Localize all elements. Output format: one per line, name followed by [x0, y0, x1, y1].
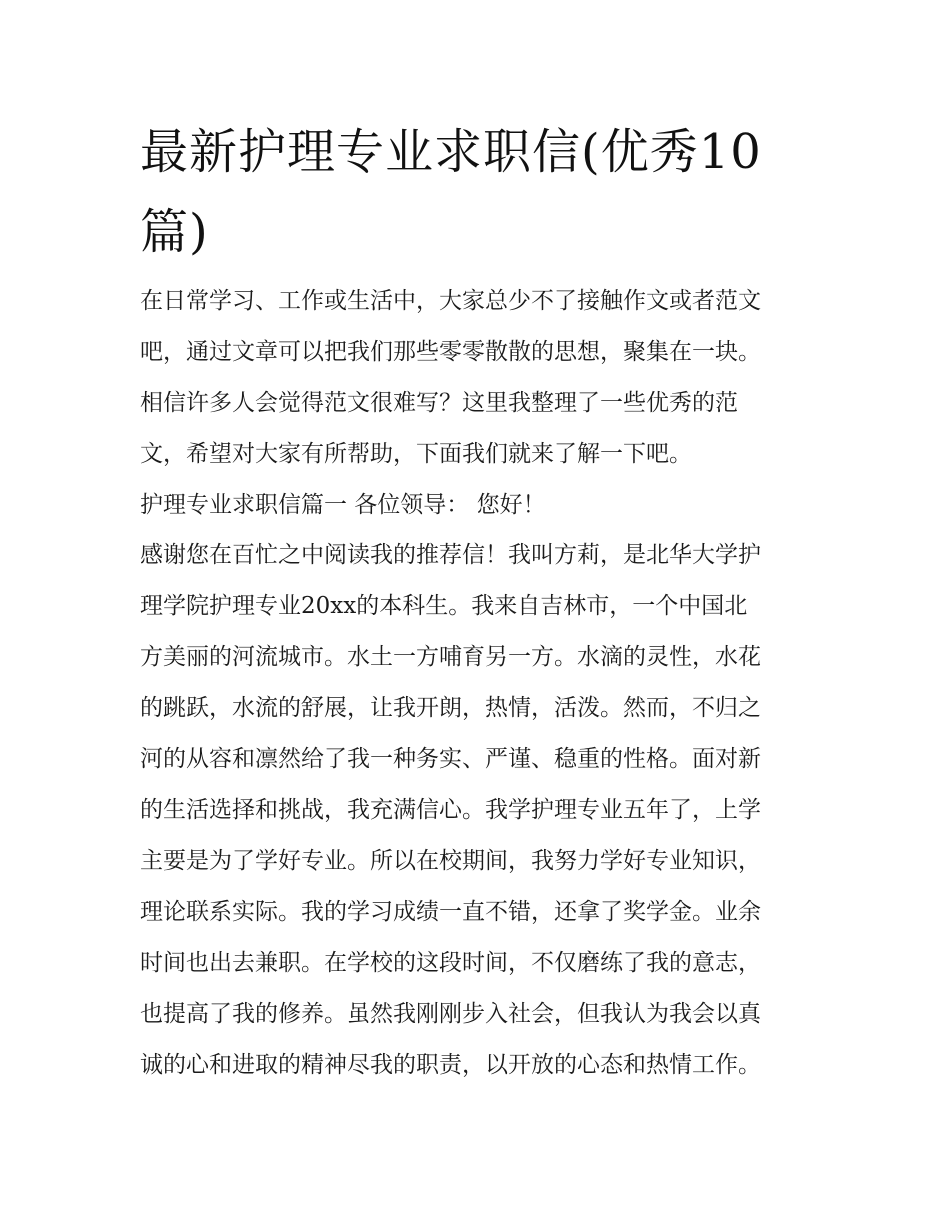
letter-line: 诚的心和进取的精神尽我的职责，以开放的心态和热情工作。 — [140, 1052, 761, 1078]
letter-line: 理论联系实际。我的学习成绩一直不错，还拿了奖学金。业余 — [140, 899, 761, 925]
letter-greeting: 护理专业求职信篇一 各位领导： 您好！ — [140, 492, 546, 518]
letter-line: 河的从容和凛然给了我一种务实、严谨、稳重的性格。面对新 — [140, 746, 761, 772]
intro-paragraph — [140, 276, 820, 480]
intro-line: 在日常学习、工作或生活中，大家总少不了接触作文或者范文 — [140, 288, 761, 314]
intro-line: 文，希望对大家有所帮助，下面我们就来了解一下吧。 — [140, 441, 692, 467]
letter-line: 的生活选择和挑战，我充满信心。我学护理专业五年了，上学 — [140, 797, 761, 823]
letter-line: 也提高了我的修养。虽然我刚刚步入社会，但我认为我会以真 — [140, 1001, 761, 1027]
intro-line: 吧，通过文章可以把我们那些零零散散的思想，聚集在一块。 — [140, 339, 761, 365]
letter-line: 时间也出去兼职。在学校的这段时间，不仅磨练了我的意志， — [140, 950, 761, 976]
document-body — [140, 276, 820, 1091]
letter-line: 方美丽的河流城市。水土一方哺育另一方。水滴的灵性，水花 — [140, 644, 761, 670]
letter-line: 主要是为了学好专业。所以在校期间，我努力学好专业知识， — [140, 848, 761, 874]
document-title: 最新护理专业求职信(优秀10篇) — [140, 124, 762, 260]
letter-paragraph — [140, 530, 820, 1091]
letter-line: 感谢您在百忙之中阅读我的推荐信！我叫方莉，是北华大学护 — [140, 542, 761, 568]
letter-line: 理学院护理专业20xx的本科生。我来自吉林市，一个中国北 — [140, 593, 748, 619]
letter-line: 的跳跃，水流的舒展，让我开朗，热情，活泼。然而，不归之 — [140, 695, 761, 721]
intro-line: 相信许多人会觉得范文很难写？这里我整理了一些优秀的范 — [140, 390, 738, 416]
